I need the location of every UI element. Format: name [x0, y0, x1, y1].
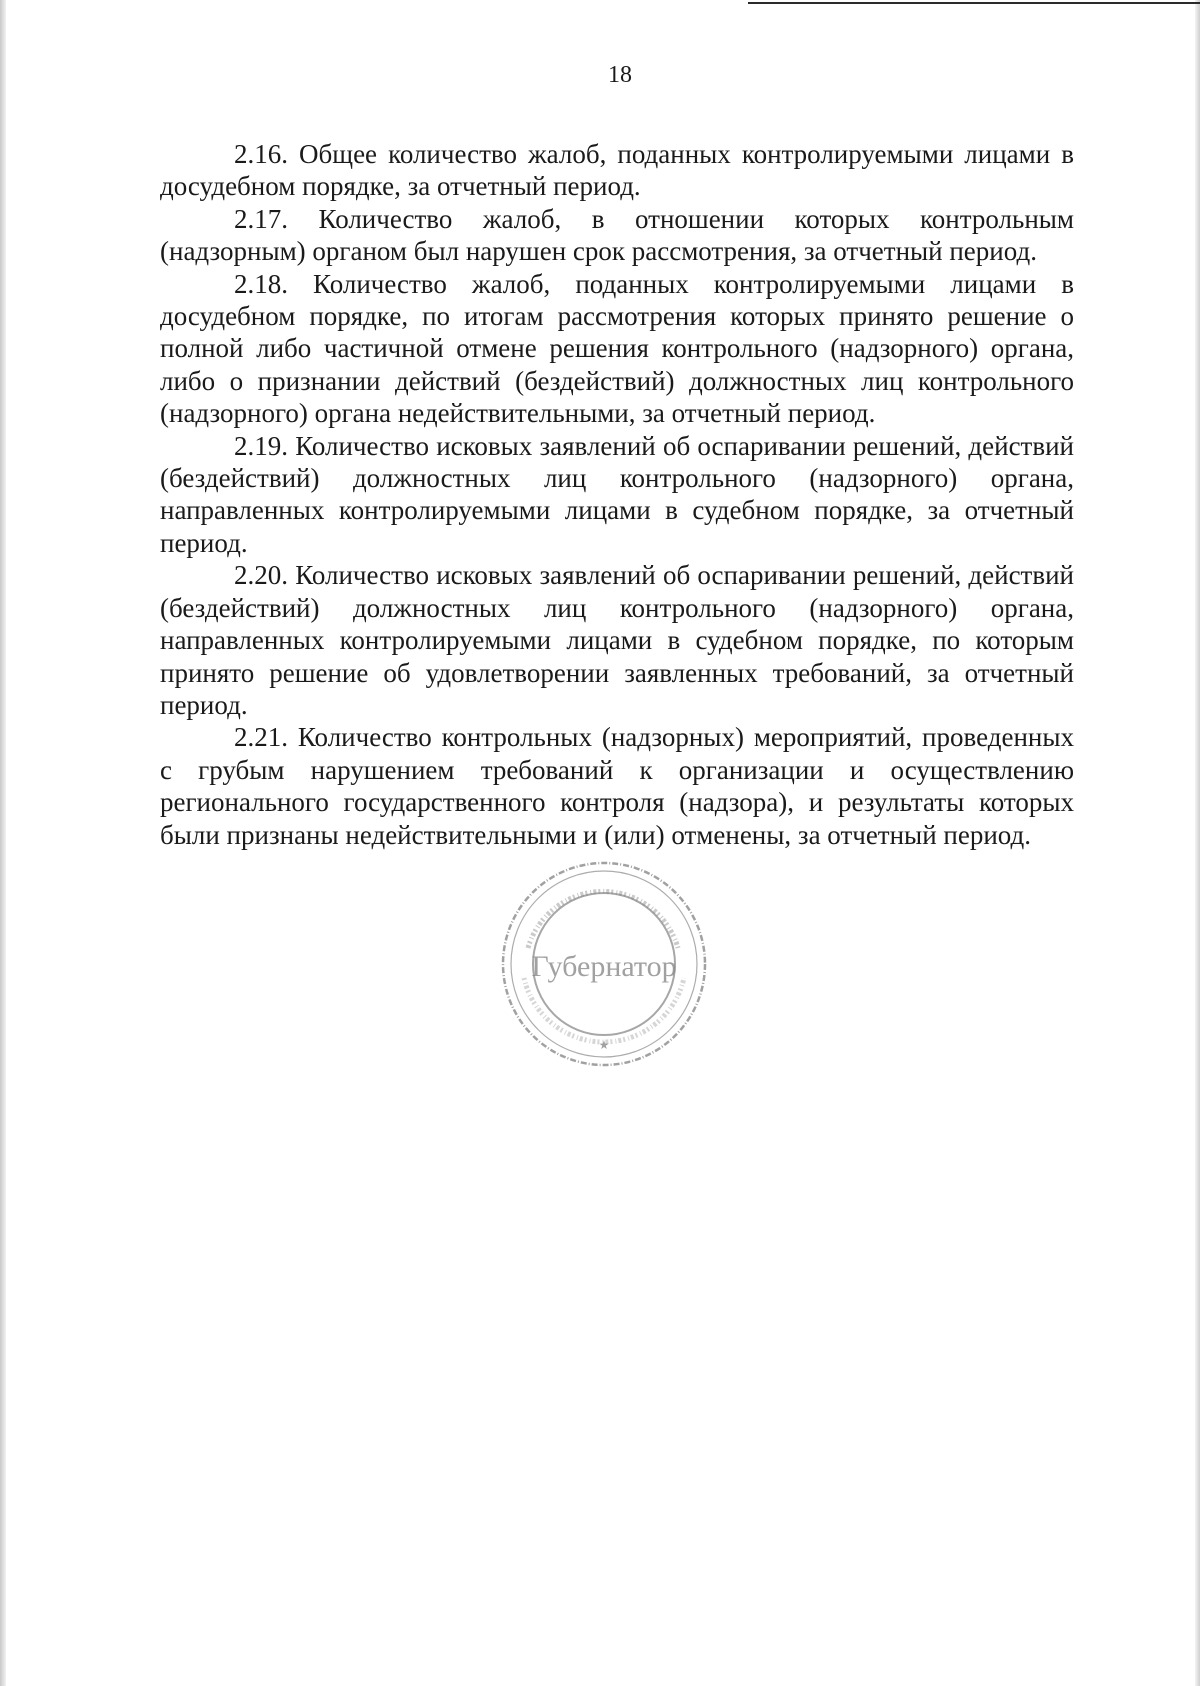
seal-ring-lettering [528, 891, 678, 948]
official-seal-stamp [498, 858, 710, 1070]
paragraph-2-16: 2.16. Общее количество жалоб, поданных контролируемыми лицами в досудебном порядке, за отчетный период. [160, 139, 1074, 202]
scan-edge-right [1195, 0, 1200, 1686]
paragraph-2-17: 2.17. Количество жалоб, в отношении которых контрольным (надзорным) органом был нарушен срок рассмотрения, за отчетный период. [160, 203, 1074, 267]
paragraph-2-19: 2.19. Количество исковых заявлений об оспаривании решений, действий (бездействий) должностных лиц контрольного (надзорного) органа, направленных контролируемыми лицами в судебном порядке, за отчетный период. [160, 430, 1074, 558]
seal-star-icon: ★ [598, 1038, 610, 1052]
paragraph-2-20: 2.20. Количество исковых заявлений об оспаривании решений, действий (бездействий) должностных лиц контрольного (надзорного) органа, направленных контролируемыми лицами в судебном порядке, по которым принято решение об удовлетворении заявленных требований, за отчетный период. [160, 560, 1074, 720]
scan-top-line [748, 2, 1200, 4]
document-body [160, 138, 1074, 851]
paragraph-2-18: 2.18. Количество жалоб, поданных контролируемыми лицами в досудебном порядке, по итогам рассмотрения которых принято решение о полной либо частичной отмене решения контрольного (надзорного) органа, либо о признании действий (бездействий) должностных лиц контрольного (надзорного) органа недействительными, за отчетный период. [160, 268, 1074, 429]
paragraph-2-21: 2.21. Количество контрольных (надзорных) мероприятий, проведенных с грубым нарушением требований к организации и осуществлению регионального государственного контроля (надзора), и результаты которых были признаны недействительными и (или) отменены, за отчетный период. [160, 722, 1074, 850]
page-number: 18 [608, 62, 632, 88]
seal-center-text: Губернатор [531, 950, 677, 983]
scan-edge-left [0, 0, 6, 1686]
seal-ring-lettering-lower [524, 978, 684, 1042]
